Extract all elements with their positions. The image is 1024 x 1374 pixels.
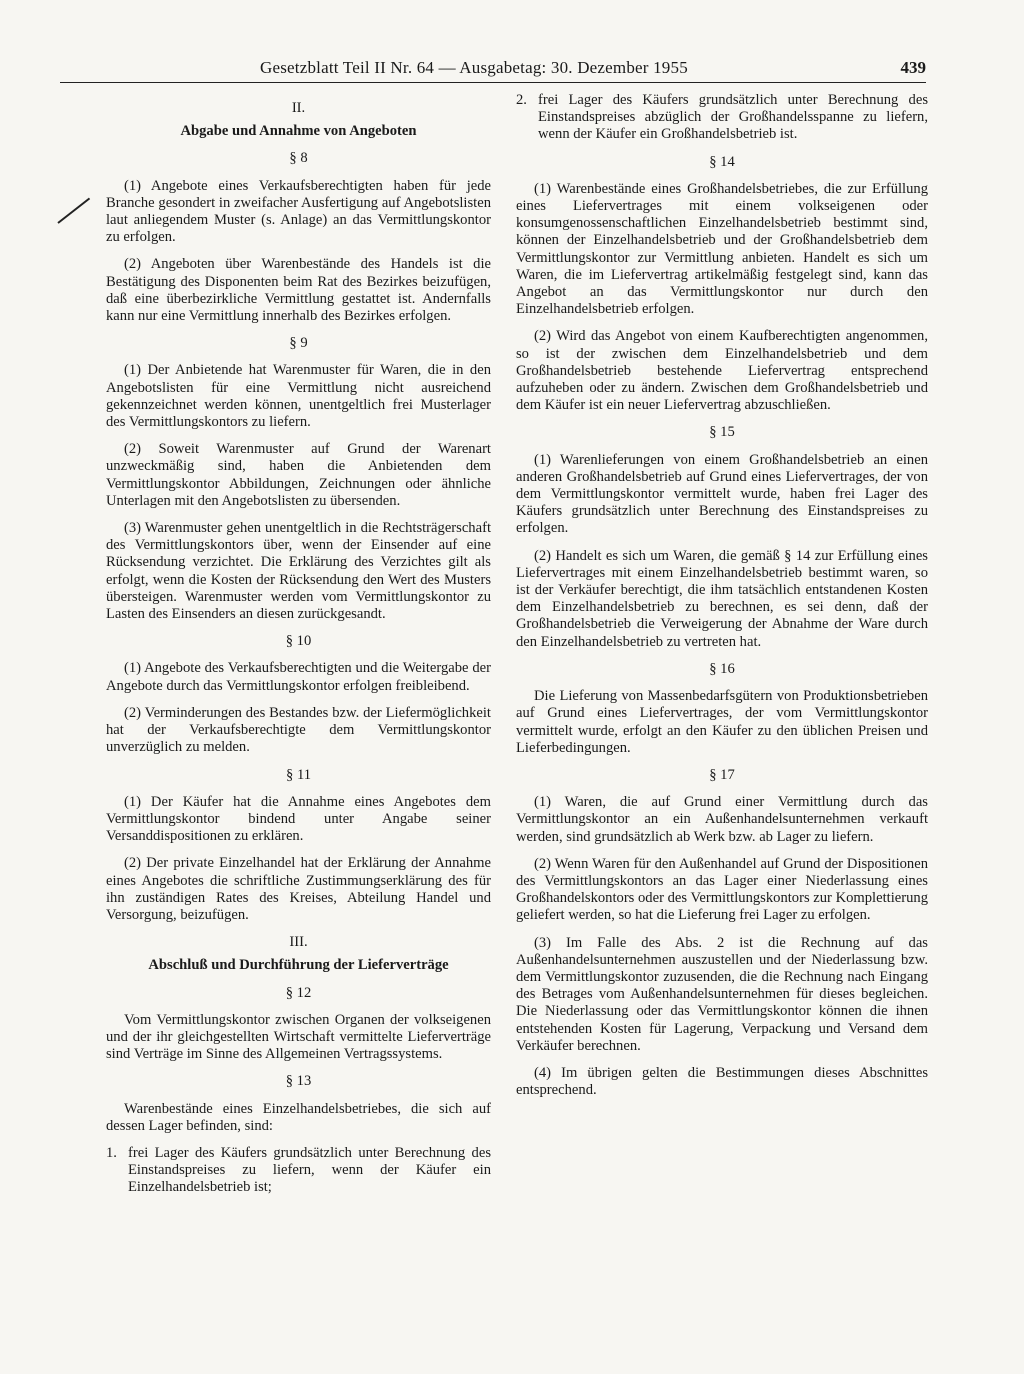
paragraph-text: (2) Wird das Angebot von einem Kaufberechtigten angenommen, so ist der zwischen dem Einzelhandelsbetrieb und dem Großhandelsbetrieb bestehende Liefervertrag entsprechend aufzuheben oder zu ändern. Zwischen dem Großhandelsbetrieb und dem Käufer ist ein neuer Liefervertrag abzuschließen. [516,328,928,414]
paragraph-text: Vom Vermittlungskontor zwischen Organen der volkseigenen und der ihr gleichgestellten Wirtschaft vermittelte Lieferverträge sind Verträge im Sinne des Allgemeinen Vertragssystems. [106,1011,491,1063]
section-number: II. [291,100,306,116]
right-column [516,92,928,1109]
list-text: frei Lager des Käufers grundsätzlich unter Berechnung des Einstandspreises abzüglich der Großhandelsspanne zu liefern, wenn der Käufer ein Großhandelsbetrieb ist. [538,92,928,143]
paragraph-text: (2) Angeboten über Warenbestände des Handels ist die Bestätigung des Disponenten beim Rat des Bezirkes beizufügen, daß eine überbezirkliche Vermittlung gestattet ist. Andernfalls kann nur eine Vermittlung innerhalb des Bezirkes erfolgen. [106,256,491,325]
paragraph-number: § 10 [285,633,312,650]
paragraph-number: § 17 [709,766,735,783]
page-number: 439 [900,58,926,77]
paragraph-number: § 15 [709,424,735,441]
paragraph-text: (1) Angebote eines Verkaufsberechtigten haben für jede Branche gesondert in zweifacher Ausfertigung auf Angebotslisten laut anliegendem Muster (s. Anlage) an das Vermittlungskontor zu erfolgen. [106,177,491,246]
paragraph-text: (1) Warenlieferungen von einem Großhandelsbetrieb an einen anderen Großhandelsbetrieb auf Grund eines Liefervertrages, der von dem Vermittlungskontor vermittelt wurde, haben frei Lager des Käufers grundsätzlich unter Berechnung des Einstandspreises zu erfolgen. [516,451,928,537]
header-title: Gesetzblatt Teil II Nr. 64 — Ausgabetag: 30. Dezember 1955 [260,58,688,77]
paragraph-number: § 11 [286,766,311,783]
list-number: 1. [106,1144,117,1161]
page-header [60,58,926,83]
paragraph-text: (1) Waren, die auf Grund einer Vermittlung durch das Vermittlungskontor an ein Außenhandelsunternehmen verkauft werden, sind grundsätzlich ab Werk bzw. ab Lager zu liefern. [516,794,928,845]
section-heading: Abgabe und Annahme von Angeboten [180,123,417,140]
list-item [516,92,928,144]
paragraph-text: (2) Wenn Waren für den Außenhandel auf Grund der Dispositionen des Vermittlungskontors an das Lager einer Niederlassung eines Großhandelskontors oder des Vermittlungskontors zur Komplettierung geliefert werden, so hat die Lieferung frei Lager zu erfolgen. [516,855,928,924]
paragraph-text: Die Lieferung von Massenbedarfsgütern von Produktionsbetrieben auf Grund eines Liefervertrages, der vom Vermittlungskontor vermittelt wurde, erfolgt an den Käufer zu den üblichen Preisen und Lieferbedingungen. [516,688,928,756]
paragraph-text: (1) Der Anbietende hat Warenmuster für Waren, die in den Angebotslisten für eine Vermittlung nicht ausreichend gekennzeichnet werden können, unentgeltlich frei Musterlager des Vermittlungskontors zu liefern. [106,362,491,431]
paragraph-text: (2) Handelt es sich um Waren, die gemäß § 14 zur Erfüllung eines Liefervertrages mit einem Einzelhandelsbetrieb bestimmt waren, so ist der Verkäufer berechtigt, die ihm tatsächlich entstandenen Kosten dem Einzelhandelsbetrieb zu berechnen, es sei denn, daß der Großhandelsbetrieb die Verweigerung der Abnahme der Ware durch den Einzelhandelsbetrieb zu vertreten hat. [516,547,928,650]
left-column [106,92,491,1203]
paragraph-text: (3) Im Falle des Abs. 2 ist die Rechnung auf das Außenhandelsunternehmen auszustellen und der Niederlassung bzw. dem Vermittlungskontor zuzusenden, die die Rechnung nach Eingang des Betrages vom Außenhandelsunternehmen für dieses begleichen. Die Niederlassung oder das Vermittlungskontor können die ihnen entstehenden Kosten für Lagerung, Verpackung und Versand dem Verkäufer berechnen. [516,934,928,1054]
paragraph-number: § 12 [285,984,312,1001]
section-number: III. [289,934,308,951]
paragraph-text: (4) Im übrigen gelten die Bestimmungen dieses Abschnittes entsprechend. [516,1064,928,1099]
paragraph-text: (1) Warenbestände eines Großhandelsbetriebes, die zur Erfüllung eines Liefervertrages mit einem volkseigenen oder konsumgenossenschaftlichen Einzelhandelsbetrieb bestimmt sind, können der Einzelhandelsbetrieb und der Großhandelsbetrieb dem Vermittlungskontor zur Vermittlung anbieten. Handelt es sich um Waren, die im Liefervertrag artikelmäßig festgelegt sind, kann das Angebot an das Vermittlungskontor nur durch den Einzelhandelsbetrieb erfolgen. [516,180,928,318]
paragraph-number: § 9 [289,335,308,352]
list-number: 2. [516,92,527,108]
paragraph-text: (2) Soweit Warenmuster auf Grund der Warenart unzweckmäßig sind, haben die Anbietenden dem Vermittlungskontor Abbildungen, Zeichnungen oder ähnliche Unterlagen mit den Angebotslisten zu übersenden. [106,441,491,509]
paragraph-text: (1) Angebote des Verkaufsberechtigten und die Weitergabe der Angebote durch das Vermittlungskontor erfolgen freibleibend. [106,660,491,694]
paragraph-number: § 14 [709,153,735,170]
paragraph-number: § 16 [709,660,735,677]
paragraph-text: (2) Verminderungen des Bestandes bzw. der Liefermöglichkeit hat der Verkaufsberechtigte dem Vermittlungskontor unverzüglich zu melden. [106,704,491,756]
list-item [106,1145,491,1197]
paragraph-text: (2) Der private Einzelhandel hat der Erklärung der Annahme eines Angebotes die schriftliche Zustimmungserklärung des für ihn zuständigen Rates des Kreises, Abteilung Handel und Versorgung, beizufügen. [106,855,491,923]
paragraph-number: § 13 [285,1073,312,1090]
margin-pen-mark [57,198,90,224]
paragraph-text: (1) Der Käufer hat die Annahme eines Angebotes dem Vermittlungskontor bindend unter Angabe seiner Versanddispositionen zu erklären. [106,793,491,845]
paragraph-text: Warenbestände eines Einzelhandelsbetriebes, die sich auf dessen Lager befinden, sind: [106,1100,491,1134]
list-text: frei Lager des Käufers grundsätzlich unter Berechnung des Einstandspreises zu liefern, wenn der Käufer ein Einzelhandelsbetrieb ist; [128,1144,491,1196]
paragraph-text: (3) Warenmuster gehen unentgeltlich in die Rechtsträgerschaft des Vermittlungskontors über, wenn der Einsender auf eine Rücksendung verzichtet. Die Erklärung des Verzichtes gilt als erfolgt, wenn die Kosten der Rücksendung den Wert des Musters übersteigen. Warenmuster werden vom Vermittlungskontor zu Lasten des Einsenders an diesen zurückgesandt. [106,520,491,623]
section-heading: Abschluß und Durchführung der Lieferverträge [148,957,449,974]
paragraph-number: § 8 [289,150,308,167]
